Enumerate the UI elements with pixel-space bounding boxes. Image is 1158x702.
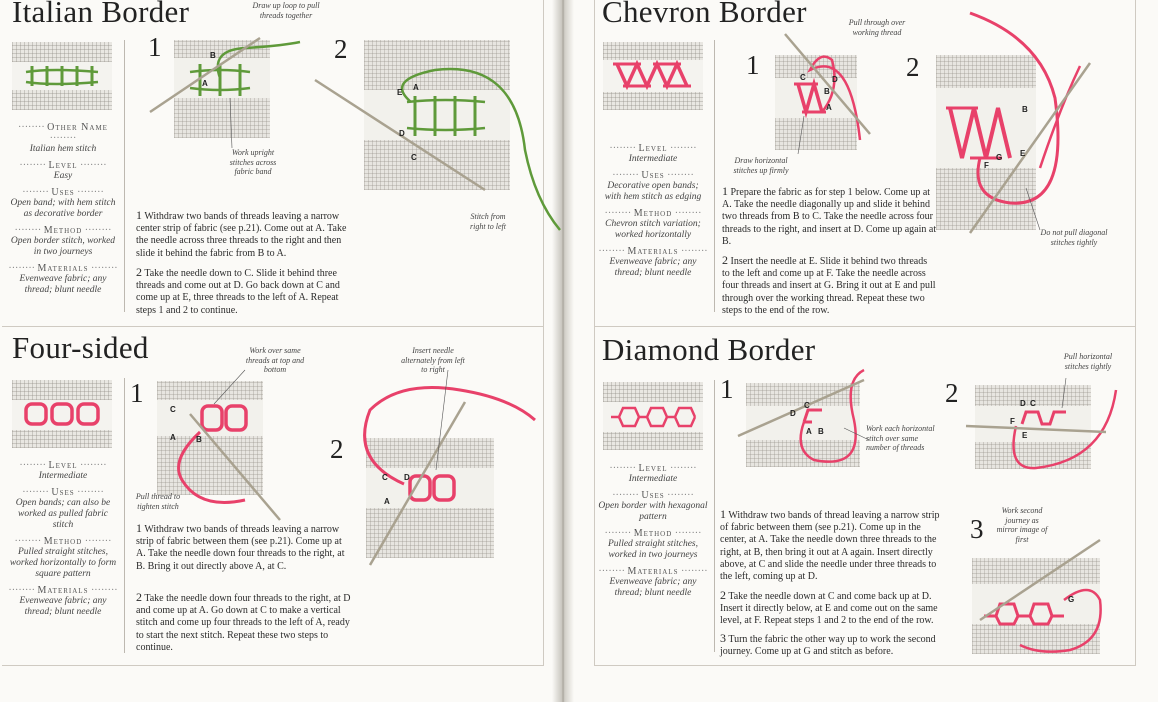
level-value: Intermediate <box>628 474 678 484</box>
label-d: D <box>832 75 838 84</box>
label-d: D <box>790 409 796 418</box>
label-c: C <box>804 401 810 410</box>
four-sided-caption-insert: Insert needle alternately from left to right <box>401 346 465 374</box>
label-c: C <box>411 153 417 162</box>
method-value: Pulled straight stitches, worked horizontally to form square pattern <box>9 547 117 579</box>
diamond-instruction-1-text: Withdraw two bands of thread leaving a narrow strip of fabric between them (see p.21). Come up in the center, at A. Take the needle down three threads to the right, at B, then bring it out at A again. Insert directly above, at C and slide the needle under three threads to the left, coming up at D. <box>720 510 940 583</box>
diamond-instruction-3 <box>720 632 948 658</box>
label-c-2: C <box>1030 399 1036 408</box>
diamond-step-3-number: 3 <box>970 514 984 544</box>
label-g: G <box>1068 595 1075 604</box>
italian-divider <box>124 40 125 312</box>
level-heading: ····· Level ····· <box>598 143 708 154</box>
chevron-instruction-1 <box>722 185 937 248</box>
chevron-instruction-1-number: 1 <box>722 184 728 198</box>
label-a-2: A <box>384 497 390 506</box>
chevron-step-1-number: 1 <box>746 50 760 80</box>
label-f: F <box>1010 417 1015 426</box>
level-value: Easy <box>53 171 73 181</box>
four-sided-instruction-1-text: Withdraw two bands of threads leaving a narrow strip of fabric between them (see p.21). Come up at A. Take the needle down four threads to the right, at B. Bring it out directly above A, at C. <box>136 524 345 572</box>
diamond-step-2-number: 2 <box>945 378 959 408</box>
label-e: E <box>1020 149 1026 158</box>
level-value: Intermediate <box>38 471 88 481</box>
four-sided-caption-pull: Pull thread to tighten stitch <box>135 492 181 511</box>
four-sided-sidebar <box>8 455 118 618</box>
four-sided-instruction-2 <box>136 591 351 654</box>
four-sided-step-1-number: 1 <box>130 378 144 408</box>
italian-caption-draw-loop: Draw up loop to pull threads together <box>252 1 320 20</box>
diamond-diagram-2-stitches <box>966 360 1136 480</box>
level-heading: ····· Level ····· <box>598 463 708 474</box>
four-sided-step-2-number: 2 <box>330 434 344 464</box>
diamond-diagram-1-stitches <box>734 360 914 480</box>
uses-heading: ····· Uses ····· <box>598 170 708 181</box>
four-sided-instruction-1-number: 1 <box>136 521 142 535</box>
italian-sidebar <box>8 117 118 296</box>
italian-instruction-2-text: Take the needle down to C. Slide it behind three threads and come out at D. Go back down at C and come up at E, three threads to the left of A. Repeat steps 1 and 2 to continue. <box>136 268 340 316</box>
label-b-2: B <box>1022 105 1028 114</box>
label-b: B <box>818 427 824 436</box>
diamond-caption-each: Work each horizontal stitch over same number of threads <box>866 424 935 452</box>
uses-value: Open bands; can also be worked as pulled fabric stitch <box>15 498 111 530</box>
diamond-step-1-number: 1 <box>720 374 734 404</box>
diamond-diagram-3-stitches <box>960 520 1130 670</box>
materials-heading: ····· Materials ····· <box>8 585 118 596</box>
chevron-caption-draw-horizontal: Draw horizontal stitches up firmly <box>733 156 789 175</box>
chevron-step-2-number: 2 <box>906 52 920 82</box>
label-a-2: A <box>413 83 419 92</box>
four-sided-diagram-2-stitches <box>340 380 560 580</box>
diamond-caption-second-journey: Work second journey as mirror image of first <box>996 506 1048 544</box>
label-b: B <box>824 87 830 96</box>
italian-instruction-1-number: 1 <box>136 208 142 222</box>
diamond-instruction-2-number: 2 <box>720 588 726 602</box>
chevron-instruction-2-number: 2 <box>722 253 728 267</box>
other-name-value: Italian hem stitch <box>29 144 97 154</box>
diamond-swatch <box>603 382 703 450</box>
italian-step-2-number: 2 <box>334 34 348 64</box>
level-value: Intermediate <box>628 154 678 164</box>
label-c-2: C <box>382 473 388 482</box>
uses-heading: ····· Uses ····· <box>8 487 118 498</box>
method-heading: ····· Method ····· <box>8 536 118 547</box>
four-sided-title: Four-sided <box>12 330 149 365</box>
level-heading: ····· Level ····· <box>8 460 118 471</box>
diamond-instruction-3-text: Turn the fabric the other way up to work the second journey. Come up at G and stitch as before. <box>720 634 936 658</box>
label-a: A <box>826 103 832 112</box>
chevron-swatch <box>603 42 703 110</box>
four-sided-instruction-2-number: 2 <box>136 590 142 604</box>
chevron-border-title: Chevron Border <box>602 0 807 29</box>
italian-instruction-2-number: 2 <box>136 265 142 279</box>
method-value: Open border stitch, worked in two journeys <box>10 236 116 257</box>
italian-instruction-1 <box>136 209 356 260</box>
diamond-border-title: Diamond Border <box>602 332 816 367</box>
chevron-sidebar <box>598 138 708 279</box>
materials-value: Evenweave fabric; any thread; blunt needle <box>19 274 107 295</box>
label-b: B <box>210 51 216 60</box>
italian-border-title: Italian Border <box>12 0 190 29</box>
diamond-instruction-1 <box>720 508 948 583</box>
method-heading: ····· Method ····· <box>598 528 708 539</box>
other-name-heading: ····· Other Name ····· <box>8 122 118 144</box>
label-a: A <box>202 79 208 88</box>
materials-heading: ····· Materials ····· <box>598 246 708 257</box>
four-sided-swatch <box>12 380 112 448</box>
four-sided-instruction-2-text: Take the needle down four threads to the right, at D and come up at A. Go down at C to make a vertical stitch and come up four threads to the left of A, ready to start the next stitch. Repeat these two steps to continue. <box>136 593 351 653</box>
diamond-divider <box>714 380 715 652</box>
materials-value: Evenweave fabric; any thread; blunt needle <box>19 596 107 617</box>
diamond-instruction-2 <box>720 589 948 628</box>
italian-step-1-number: 1 <box>148 32 162 62</box>
uses-value: Open band; with hem stitch as decorative border <box>10 198 116 219</box>
uses-value: Decorative open bands; with hem stitch as edging <box>604 181 702 202</box>
four-sided-divider <box>124 378 125 653</box>
label-d-2: D <box>1020 399 1026 408</box>
diamond-swatch-stitch <box>603 382 703 450</box>
chevron-swatch-stitch <box>603 42 703 110</box>
chevron-instruction-2 <box>722 254 937 317</box>
method-value: Chevron stitch variation; worked horizontally <box>605 219 701 240</box>
materials-heading: ····· Materials ····· <box>8 263 118 274</box>
chevron-caption-diagonal: Do not pull diagonal stitches tightly <box>1040 228 1108 247</box>
chevron-divider <box>714 40 715 312</box>
materials-value: Evenweave fabric; any thread; blunt needle <box>609 257 697 278</box>
diamond-caption-pull-horizontal: Pull horizontal stitches tightly <box>1063 352 1113 371</box>
italian-instruction-1-text: Withdraw two bands of threads leaving a narrow center strip of fabric (see p.21). Come out at A. Take the needle across three threads to the right and then slide it behind the fabric from B to A. <box>136 211 347 259</box>
label-f: F <box>984 161 989 170</box>
chevron-instruction-1-text: Prepare the fabric as for step 1 below. Come up at A. Take the needle diagonally up and slide it behind two threads from B to C. Take the needle across four threads to the right, and insert at D. Come up again at B. <box>722 187 937 247</box>
label-g: G <box>996 153 1003 162</box>
italian-instruction-2 <box>136 266 356 317</box>
method-heading: ····· Method ····· <box>598 208 708 219</box>
label-d: D <box>404 473 410 482</box>
chevron-instruction-2-text: Insert the needle at E. Slide it behind two threads to the left and come up at F. Take the needle across four threads and insert at G. Bring it out at E and pull through over the working thread. Repeat these two steps to the end of the row. <box>722 256 936 316</box>
label-c: C <box>170 405 176 414</box>
italian-caption-stitch-direction: Stitch from right to left <box>470 212 506 231</box>
chevron-diagram-2-stitches <box>940 8 1140 248</box>
diamond-instruction-2-text: Take the needle down at C and come back up at D. Insert it directly below, at E and come out on the same level, at F. Repeat steps 1 and 2 to the end of the row. <box>720 591 938 627</box>
four-sided-swatch-stitch <box>12 380 112 448</box>
diamond-sidebar <box>598 458 708 599</box>
materials-heading: ····· Materials ····· <box>598 566 708 577</box>
label-e: E <box>1022 431 1028 440</box>
four-sided-caption-same-threads: Work over same threads at top and bottom <box>245 346 305 374</box>
method-heading: ····· Method ····· <box>8 225 118 236</box>
level-heading: ····· Level ····· <box>8 160 118 171</box>
label-a: A <box>806 427 812 436</box>
label-d: D <box>399 129 405 138</box>
uses-value: Open border with hexagonal pattern <box>598 501 708 522</box>
italian-swatch <box>12 42 112 110</box>
italian-caption-upright: Work upright stitches across fabric band <box>229 148 277 176</box>
label-e: E <box>397 88 403 97</box>
materials-value: Evenweave fabric; any thread; blunt needle <box>609 577 697 598</box>
method-value: Pulled straight stitches, worked in two journeys <box>608 539 698 560</box>
label-b: B <box>196 435 202 444</box>
chevron-caption-pull-through: Pull through over working thread <box>848 18 906 37</box>
uses-heading: ····· Uses ····· <box>8 187 118 198</box>
italian-swatch-stitch <box>12 42 112 110</box>
diamond-instruction-1-number: 1 <box>720 507 726 521</box>
diamond-instruction-3-number: 3 <box>720 631 726 645</box>
uses-heading: ····· Uses ····· <box>598 490 708 501</box>
label-a: A <box>170 433 176 442</box>
four-sided-instruction-1 <box>136 522 351 573</box>
label-c: C <box>800 73 806 82</box>
